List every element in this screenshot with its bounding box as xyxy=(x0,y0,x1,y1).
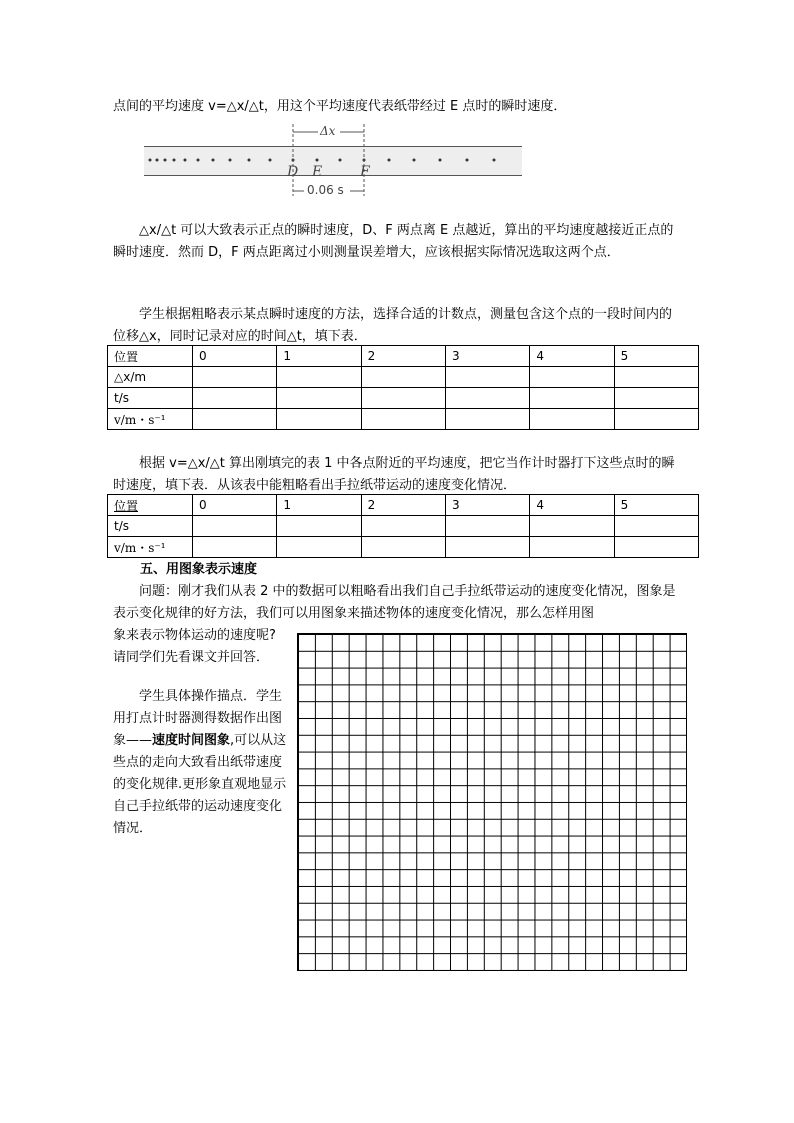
table-cell[interactable] xyxy=(193,367,277,388)
question-paragraph-continued: 象来表示物体运动的速度呢?请同学们先看课文并回答． xyxy=(113,628,276,665)
table-cell[interactable] xyxy=(361,516,445,537)
table-cell[interactable] xyxy=(614,537,698,558)
table-cell: △x/m xyxy=(108,367,193,388)
table-row xyxy=(108,367,699,388)
table-cell: 2 xyxy=(361,346,445,367)
table-cell[interactable] xyxy=(361,388,445,409)
plotting-text-a: 学生具体操作描点．学生用打点计时器测得数据作出图象—— xyxy=(113,689,283,748)
table-cell: 位置 xyxy=(108,346,193,367)
table-cell: 3 xyxy=(445,346,529,367)
graph-paper-grid[interactable] xyxy=(297,633,687,971)
plotting-text-b: ,可以从这些点的走向大致看出纸带速度的变化规律.更形象直观地显示自己手拉纸带的运动速度变化情况． xyxy=(113,733,287,836)
table-row xyxy=(108,388,699,409)
velocity-time-graph-term: 速度时间图象 xyxy=(152,733,231,748)
table-cell[interactable] xyxy=(445,537,529,558)
tape-annotations xyxy=(0,0,794,220)
table-cell[interactable] xyxy=(530,409,614,430)
table-cell[interactable] xyxy=(361,537,445,558)
table-cell[interactable] xyxy=(277,409,361,430)
table-row xyxy=(108,516,699,537)
table-cell: 位置 xyxy=(108,495,193,516)
table-2 xyxy=(107,494,699,558)
table-1 xyxy=(107,345,699,430)
table-cell: 5 xyxy=(614,495,698,516)
table-cell: 5 xyxy=(614,346,698,367)
table-cell[interactable] xyxy=(614,409,698,430)
point-d-label: D xyxy=(287,164,299,180)
delta-x-label: Δx xyxy=(320,124,336,138)
table-cell[interactable] xyxy=(530,537,614,558)
table-cell[interactable] xyxy=(193,537,277,558)
table-cell[interactable] xyxy=(193,409,277,430)
table-cell[interactable] xyxy=(530,367,614,388)
table-cell: 4 xyxy=(530,495,614,516)
table-cell[interactable] xyxy=(277,367,361,388)
table-row xyxy=(108,495,699,516)
table-cell[interactable] xyxy=(530,516,614,537)
table-cell[interactable] xyxy=(614,367,698,388)
question-paragraph: 问题：刚才我们从表 2 中的数据可以粗略看出我们自己手拉纸带运动的速度变化情况，图象是表示变化规律的好方法，我们可以用图象来描述物体的速度变化情况，那么怎样用图 xyxy=(113,584,676,621)
table-cell[interactable] xyxy=(445,367,529,388)
table-row xyxy=(108,409,699,430)
table-cell[interactable] xyxy=(530,388,614,409)
table-cell: t/s xyxy=(108,388,193,409)
table-cell[interactable] xyxy=(277,388,361,409)
table-cell[interactable] xyxy=(277,537,361,558)
section-title: 五、用图象表示速度 xyxy=(140,562,258,577)
table-cell: v/m・s⁻¹ xyxy=(108,409,193,430)
intro-paragraph: 点间的平均速度 v=△x/△t，用这个平均速度代表纸带经过 E 点时的瞬时速度． xyxy=(113,99,567,114)
table-cell[interactable] xyxy=(361,367,445,388)
table-row xyxy=(108,537,699,558)
table-cell: t/s xyxy=(108,516,193,537)
table-cell[interactable] xyxy=(614,516,698,537)
table-cell[interactable] xyxy=(445,409,529,430)
table-cell[interactable] xyxy=(193,516,277,537)
table-cell: 2 xyxy=(361,495,445,516)
table-cell: 1 xyxy=(277,495,361,516)
table-cell[interactable] xyxy=(445,388,529,409)
table-cell: 3 xyxy=(445,495,529,516)
table-cell: 0 xyxy=(193,346,277,367)
table-cell[interactable] xyxy=(277,516,361,537)
approximation-paragraph: △x/△t 可以大致表示正点的瞬时速度，D、F 两点离 E 点越近，算出的平均速度越接近正点的瞬时速度．然而 D，F 两点距离过小则测量误差增大，应该根据实际情况选取这两个点． xyxy=(113,223,674,260)
point-e-label: E xyxy=(312,164,323,180)
table-cell[interactable] xyxy=(445,516,529,537)
table-row xyxy=(108,346,699,367)
point-f-label: F xyxy=(360,164,370,180)
table-cell: v/m・s⁻¹ xyxy=(108,537,193,558)
table-cell: 4 xyxy=(530,346,614,367)
table-cell[interactable] xyxy=(614,388,698,409)
students-measure-paragraph: 学生根据粗略表示某点瞬时速度的方法，选择合适的计数点，测量包含这个点的一段时间内的位移△x，同时记录对应的时间△t，填下表． xyxy=(113,307,673,344)
table-cell: 0 xyxy=(193,495,277,516)
table-cell: 1 xyxy=(277,346,361,367)
table-cell[interactable] xyxy=(193,388,277,409)
time-interval-label: 0.06 s xyxy=(307,183,344,197)
plotting-paragraph xyxy=(113,686,287,840)
compute-velocity-paragraph: 根据 v=△x/△t 算出刚填完的表 1 中各点附近的平均速度，把它当作计时器打下这些点时的瞬时速度，填下表．从该表中能粗略看出手拉纸带运动的速度变化情况． xyxy=(113,456,675,493)
table-cell[interactable] xyxy=(361,409,445,430)
